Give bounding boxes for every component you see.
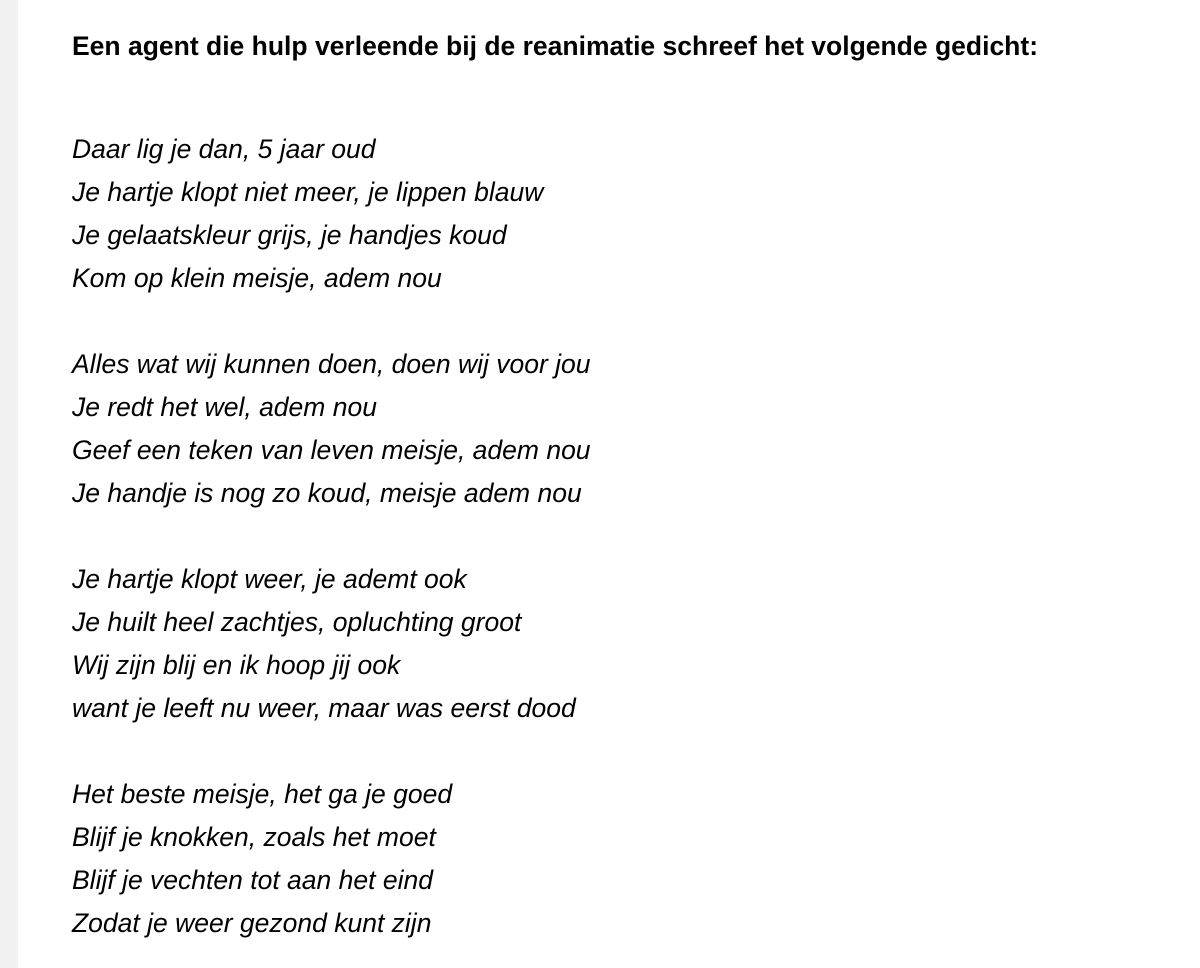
poem-line: Daar lig je dan, 5 jaar oud	[72, 134, 376, 164]
poem-line: Zodat je weer gezond kunt zijn	[72, 908, 432, 938]
poem-line: Het beste meisje, het ga je goed	[72, 779, 453, 809]
poem-line: Je hartje klopt niet meer, je lippen blauw	[72, 177, 544, 207]
poem-line: Je huilt heel zachtjes, opluchting groot	[72, 607, 522, 637]
poem-line: Alles wat wij kunnen doen, doen wij voor jou	[72, 349, 591, 379]
poem-line: want je leeft nu weer, maar was eerst dood	[72, 693, 576, 723]
poem-stanza-2	[72, 343, 1182, 515]
document-content	[72, 26, 1182, 945]
poem-line: Blijf je vechten tot aan het eind	[72, 865, 433, 895]
poem-line: Je handje is nog zo koud, meisje adem nou	[72, 478, 582, 508]
poem-intro-heading: Een agent die hulp verleende bij de reanimatie schreef het volgende gedicht:	[72, 31, 1039, 61]
left-margin-strip	[0, 0, 18, 968]
poem-line: Je gelaatskleur grijs, je handjes koud	[72, 220, 507, 250]
poem-line: Kom op klein meisje, adem nou	[72, 263, 442, 293]
poem-stanza-4	[72, 773, 1182, 945]
poem-line: Je redt het wel, adem nou	[72, 392, 377, 422]
poem-stanza-1	[72, 128, 1182, 300]
poem-line: Wij zijn blij en ik hoop jij ook	[72, 650, 401, 680]
poem-line: Je hartje klopt weer, je ademt ook	[72, 564, 467, 594]
poem-line: Geef een teken van leven meisje, adem nou	[72, 435, 591, 465]
poem-stanza-3	[72, 558, 1182, 730]
poem-line: Blijf je knokken, zoals het moet	[72, 822, 436, 852]
